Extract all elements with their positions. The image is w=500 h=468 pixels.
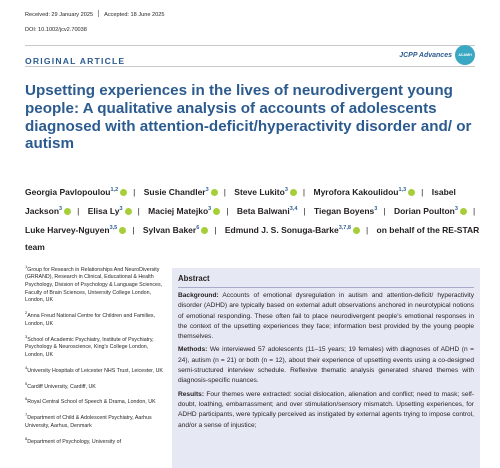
author[interactable] [88, 206, 132, 216]
orcid-icon[interactable] [213, 208, 220, 215]
affiliation-number: 4 [25, 364, 28, 370]
author[interactable] [25, 187, 127, 197]
author-name: Elisa Ly [87, 206, 120, 216]
affiliation-text: Cardiff University, Cardiff, UK [27, 383, 96, 390]
affiliation-text: School of Academic Psychiatry, Institute of Psychiatry, Psychology & Neuroscience, King's College London, London, UK [25, 336, 154, 358]
author-list [25, 182, 485, 256]
author-affiliation-sup[interactable]: 3 [454, 206, 458, 212]
affiliation-number: 6 [25, 396, 28, 402]
affiliation-text: Department of Child & Adolescent Psychiatry, Aarhus University, Aarhus, Denmark [25, 415, 152, 429]
author[interactable] [237, 206, 298, 216]
author[interactable] [25, 225, 126, 235]
affiliation-item [25, 263, 165, 305]
author-separator: | [303, 206, 306, 216]
affiliation-text: Royal Central School of Speech & Drama, London, UK [27, 399, 156, 406]
doi[interactable]: DOI: 10.1002/jcv2.70038 [25, 27, 87, 33]
author-name: Sylvan Baker [142, 225, 197, 235]
author-affiliation-sup[interactable]: 3,7,8 [338, 225, 351, 231]
affiliation-text: Group for Research in Relationships And NeuroDiversity (GRRAND), Research in Clinical, Educational & Health Psychology, Division of Psychology & Language Sciences, Faculty of Brain Sciences, University College London, London, UK [25, 266, 163, 304]
author-name: Beta Balwani [236, 206, 290, 216]
author[interactable] [313, 187, 415, 197]
author-name: Edmund J. S. Sonuga-Barke [224, 225, 339, 235]
author-name: Georgia Pavlopoulou [25, 187, 111, 197]
received-accepted [25, 10, 164, 18]
author-separator: | [383, 206, 386, 216]
author-name: Maciej Matejko [148, 206, 209, 216]
orcid-icon[interactable] [64, 208, 71, 215]
author-affiliation-sup[interactable]: 3,4 [289, 206, 298, 212]
author-name: Steve Lukito [234, 187, 285, 197]
journal-logo: ACAMH [455, 45, 475, 65]
author-separator: | [226, 206, 229, 216]
meta-divider [98, 10, 99, 17]
affiliation-number: 1 [25, 264, 28, 269]
header-rule [25, 45, 475, 46]
received-date: Received: 29 January 2025 [25, 12, 94, 18]
affiliation-item [25, 364, 165, 375]
accepted-date: Accepted: 18 June 2025 [104, 12, 165, 18]
orcid-icon[interactable] [211, 189, 218, 196]
abstract-background: Background: Accounts of emotional dysregulation in autism and attention-deficit/ hyperactivity disorder (ADHD) are typically based on external adult observations anchored in neurotypical notions of emotional responding. These often fail to place neurodivergent people's emotional responses in the context of the upsetting experiences they face; information best provided by the young people themselves. [178, 292, 475, 341]
author[interactable] [143, 225, 208, 235]
affiliation-item [25, 395, 165, 406]
author[interactable] [225, 225, 360, 235]
author-name: Myrofora Kakoulidou [313, 187, 399, 197]
author-name: Dorian Poulton [393, 206, 455, 216]
author-affiliation-sup[interactable]: 3 [208, 206, 212, 212]
orcid-icon[interactable] [408, 189, 415, 196]
abstract-box [172, 268, 480, 468]
author-affiliation-sup[interactable]: 3 [59, 206, 63, 212]
journal-name: JCPP Advances [399, 52, 452, 59]
author-name: Susie Chandler [143, 187, 206, 197]
article-type: ORIGINAL ARTICLE [25, 56, 126, 66]
author[interactable] [148, 206, 220, 216]
author-separator: | [223, 187, 226, 197]
author-separator: | [365, 225, 369, 235]
affiliation-number: 7 [25, 412, 28, 418]
label-rule [25, 66, 475, 67]
author[interactable] [234, 187, 297, 197]
affiliation-item [25, 333, 165, 360]
affiliation-item [25, 411, 165, 430]
author-name: Tiegan Boyens [313, 206, 375, 216]
author-separator: | [472, 206, 476, 216]
author[interactable] [314, 206, 377, 216]
author-separator: | [77, 206, 80, 216]
author-affiliation-sup[interactable]: 1,3 [398, 187, 407, 193]
affiliation-number: 3 [25, 333, 28, 339]
affiliation-item [25, 309, 165, 328]
abstract-methods: Methods: We interviewed 57 adolescents (11–15 years; 19 females) with diagnoses of ADHD (n = 24), autism (n = 21) or both (n = 12), about their experience of upsetting events using a co-designed semi-structured interview schedule. Reflexive thematic analysis generated shared themes with diagnosis-specific nuances. [178, 346, 474, 385]
author-name: Luke Harvey-Nguyen [25, 225, 110, 235]
author-affiliation-sup[interactable]: 1,2 [110, 187, 119, 193]
author-name: on behalf of the RE-STAR team [25, 225, 480, 252]
author-affiliation-sup[interactable]: 3,5 [109, 225, 118, 231]
orcid-icon[interactable] [353, 227, 360, 234]
orcid-icon[interactable] [119, 227, 126, 234]
author-affiliation-sup[interactable]: 3 [374, 206, 378, 212]
author-affiliation-sup[interactable]: 3 [205, 187, 209, 193]
author[interactable] [144, 187, 218, 197]
affiliation-item [25, 380, 165, 391]
affiliation-item [25, 435, 165, 446]
abstract-results: Results: Four themes were extracted: social dislocation, alienation and conflict; need to mask; self-doubt, loathing, embarrassment; and over stimulation/sensory mismatch. Upsetting experiences, for ADHD participants, were typically perceived as instigated by external agents trying to impose control, and/or a sense of injustice; [178, 390, 474, 429]
orcid-icon[interactable] [120, 189, 127, 196]
abstract-heading: Abstract [178, 274, 210, 283]
affiliation-number: 5 [25, 380, 28, 386]
affiliation-number: 2 [25, 310, 28, 316]
author-separator: | [133, 187, 136, 197]
affiliation-text: Department of Psychology, University of [27, 438, 122, 445]
article-title: Upsetting experiences in the lives of neurodivergent young people: A qualitative analysis of accounts of adolescents diagnosed with attention-deficit/hyperactivity disorder and/ or autism [25, 82, 472, 153]
author-separator: | [132, 225, 135, 235]
author-separator: | [137, 206, 140, 216]
orcid-icon[interactable] [201, 227, 208, 234]
orcid-icon[interactable] [460, 208, 467, 215]
author-separator: | [302, 187, 306, 197]
affiliations [25, 263, 165, 451]
orcid-icon[interactable] [290, 189, 297, 196]
author-name: Isabel Jackson [25, 187, 456, 216]
author-separator: | [214, 225, 217, 235]
affiliation-number: 8 [25, 435, 28, 441]
author-affiliation-sup[interactable]: 6 [196, 225, 200, 231]
abstract-rule [178, 287, 474, 288]
affiliation-text: Anna Freud National Centre for Children and Families, London, UK [25, 313, 156, 327]
author-affiliation-sup[interactable]: 3 [119, 206, 123, 212]
affiliation-text: University Hospitals of Leicester NHS Trust, Leicester, UK [27, 367, 163, 374]
orcid-icon[interactable] [125, 208, 132, 215]
author-separator: | [421, 187, 424, 197]
author-affiliation-sup[interactable]: 3 [284, 187, 288, 193]
author[interactable] [394, 206, 467, 216]
